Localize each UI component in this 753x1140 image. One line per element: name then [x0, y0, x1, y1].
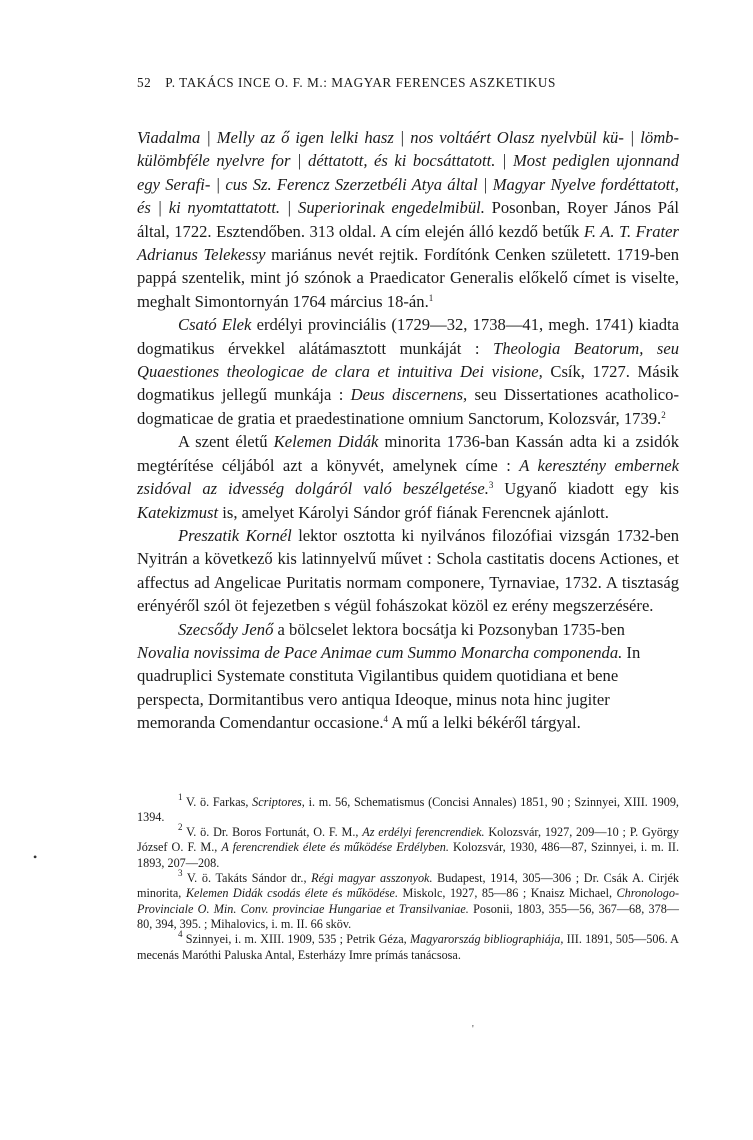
text-run: Budapest, 1914, 305—306 ; Dr. Csák A. Cirjék minorita,: [137, 871, 679, 901]
text-run: V. ö. Dr. Boros Fortunát, O. F. M.,: [182, 825, 363, 840]
text-run: Ugyanő kiadott egy kis: [493, 479, 679, 499]
footnote-ref: 4: [383, 714, 389, 725]
text-run: Csík, 1727. Másik dogmatikus jellegű munkája :: [137, 362, 679, 405]
main-text: [137, 126, 679, 735]
book-title-italic: Theologia Beatorum, seu Quaestiones theologicae de clara et intuitiva Dei visione,: [137, 338, 680, 382]
person-name-italic: Csató Elek: [178, 315, 252, 335]
text-run: is, amelyet Károlyi Sándor gróf fiának Ferencnek ajánlott.: [218, 502, 609, 522]
running-title: P. TAKÁCS INCE O. F. M.: MAGYAR FERENCES ASZKETIKUS: [165, 75, 556, 90]
title-italic: Az erdélyi ferencrendiek.: [362, 825, 485, 840]
footnote-4: [137, 929, 679, 963]
book-title-italic: A keresztény embernek zsidóval az idvesség dolgáról való beszélgetése.: [137, 455, 679, 499]
text-run: In quadruplici Systemate constituta Vigilantibus quidem quotidiana et bene perspecta, Dormitantibus vero antiqua Ideoque, minus nota hinc jugiter memoranda Comendantur occasione.: [137, 642, 641, 733]
footnote-3: [137, 868, 680, 932]
person-name-italic: Szecsődy Jenő: [178, 619, 274, 639]
text-run: Miskolc, 1927, 85—86 ; Knaisz Michael,: [398, 886, 617, 901]
footnote-2: [137, 822, 680, 871]
title-italic: Chronologo-Provinciale O. Min. Conv. provinciae Hungariae et Transilvaniae.: [137, 886, 680, 916]
footnote-number: 3: [178, 868, 183, 879]
text-run: V. ö. Takáts Sándor dr.,: [182, 871, 312, 886]
text-run: A mű a lelki békéről tárgyal.: [388, 713, 581, 733]
text-run: Posonii, 1803, 355—56, 367—68, 378—80, 394, 395. ; Mihalovics, i. m. II. 66 sköv.: [137, 901, 679, 931]
footnote-number: 1: [178, 791, 183, 802]
title-italic: Scriptores,: [252, 794, 305, 809]
person-name-italic: Preszatik Kornél: [178, 525, 292, 545]
title-italic: Régi magyar asszonyok.: [311, 871, 433, 886]
title-italic: Magyarország bibliographiája,: [409, 932, 564, 947]
paragraph-4: [137, 524, 679, 618]
running-header: [137, 74, 679, 92]
paragraph-2: [137, 313, 679, 430]
scan-speck: ': [472, 1024, 474, 1035]
text-run: III. 1891, 505—506. A mecenás Maróthi Paluska Antal, Esterházy Imre prímás tanácsosa.: [137, 932, 679, 962]
text-run: lektor osztotta ki nyilvános filozófiai vizsgán 1732-ben Nyitrán a következő kis latinnyelvű művet : Schola castitatis docens Actiones, et affectus ad Angelicae Puritatis normam componere, Tyrnaviae, 1732. A tisztaság erényéről szól öt fejezetben s végül fohászokat közöl ez erény megszerzésére.: [137, 525, 679, 616]
text-run: a bölcselet lektora bocsátja ki Pozsonyban 1735-ben: [273, 619, 625, 639]
text-run: Kolozsvár, 1927, 209—10 ; P. György József O. F. M.,: [137, 825, 679, 855]
paragraph-5: [137, 618, 679, 735]
text-run: mariánus nevét rejtik. Fordítónk Cenken született. 1719-ben pappá szentelik, mint jó szónok a Praedicator Generalis előkelő címet is viselte, meghalt Simontornyán 1764 március 18-án.: [137, 245, 679, 311]
paragraph-1: [137, 126, 679, 313]
footnote-ref: 2: [661, 409, 666, 420]
text-run: Kolozsvár, 1930, 486—87, Szinnyei, i. m. II. 1893, 207—208.: [137, 840, 680, 870]
text-run: A szent életű: [178, 432, 274, 452]
text-run: erdélyi provinciális (1729—32, 1738—41, megh. 1741) kiadta dogmatikus érvekkel alátámasztott munkáját :: [137, 315, 680, 358]
person-name-italic: Kelemen Didák: [273, 432, 379, 452]
paragraph-3: [137, 430, 679, 524]
footnote-1: [137, 791, 679, 826]
title-italic: A ferencrendiek élete és működése Erdélyben.: [221, 840, 449, 855]
book-title-italic: Katekizmust: [137, 502, 219, 522]
footnote-ref: 1: [428, 292, 434, 303]
footnote-number: 4: [178, 929, 183, 940]
title-italic: Kelemen Didák csodás élete és működése.: [185, 886, 399, 901]
text-run: seu Dissertationes acatholico-dogmaticae de gratia et praedestinatione omnium Sanctorum, Kolozsvár, 1739.: [137, 385, 679, 428]
book-title-italic: Novalia novissima de Pace Animae cum Summo Monarcha componenda.: [137, 642, 623, 662]
footnotes: [137, 791, 680, 963]
text-run: Szinnyei, i. m. XIII. 1909, 535 ; Petrik Géza,: [182, 932, 410, 947]
author-name-italic: F. A. T. Frater Adrianus Telekessy: [137, 221, 679, 265]
book-title-italic: Viadalma | Melly az ő igen lelki hasz | nos voltáért Olasz nyelvbül kü- | lömb-külömbféle nyelvre for | déttatott, és ki bocsáttatott. | Most pediglen ujonnand egy Serafi- | cus Sz. Ferencz Szerzetbéli Atya által | Magyar Nyelve fordéttatott, és | ki nyomtattatott. | Superiorinak engedelmibül.: [137, 128, 679, 218]
text-run: i. m. 56, Schematismus (Concisi Annales) 1851, 90 ; Szinnyei, XIII. 1909, 1394.: [137, 794, 679, 824]
page-number: 52: [137, 75, 152, 90]
text-run: Posonban, Royer János Pál által, 1722. Esztendőben. 313 oldal. A cím elején álló kezdő betűk: [137, 198, 679, 241]
book-page: [137, 74, 679, 963]
footnote-number: 2: [178, 822, 183, 833]
footnote-ref: 3: [488, 480, 494, 491]
text-run: V. ö. Farkas,: [182, 794, 253, 809]
book-title-italic: Deus discernens,: [350, 385, 468, 405]
scan-speck: •: [33, 850, 38, 864]
text-run: minorita 1736-ban Kassán adta ki a zsidók megtérítése céljából azt a könyvét, amelynek címe :: [137, 432, 680, 475]
